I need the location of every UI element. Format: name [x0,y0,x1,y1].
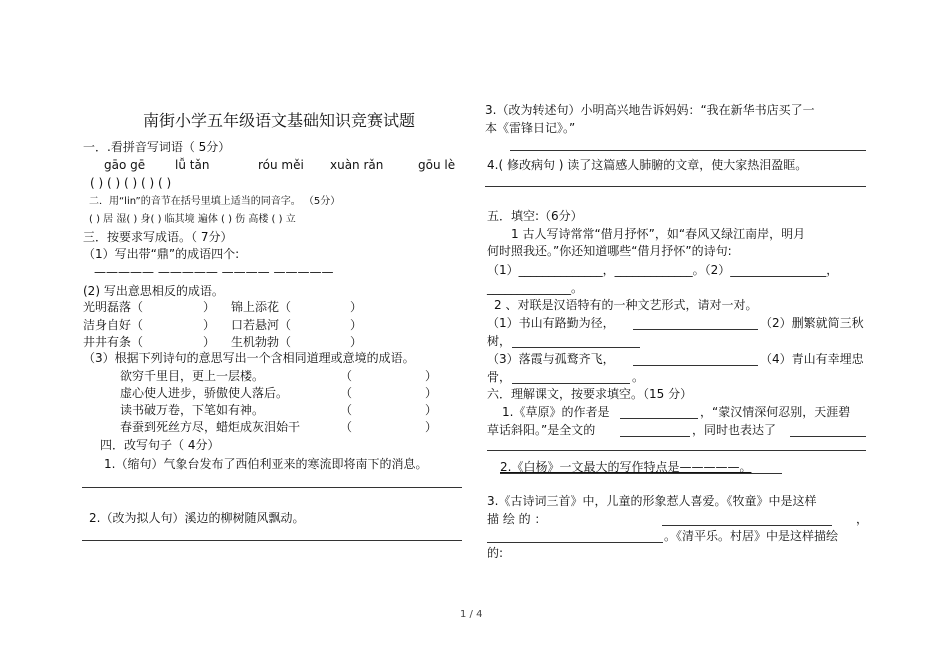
answer-line [633,329,758,330]
section-6-q1-line1b: ，“蒙汉情深何忍别，天涯碧 [700,405,851,419]
answer-line [512,347,640,348]
section-4-heading: 四．改写句子（ 4分） [100,438,220,452]
section-4-q1: 1.（缩句）气象台发布了西伯利亚来的寒流即将南下的消息。 [104,457,428,471]
antonym-row-2-d: ） [350,318,363,332]
rewrite-q4: 4.( 修改病句 ) 读了这篇感人肺腑的文章，使大家热泪盈眶。 [487,158,808,172]
answer-line [512,383,630,384]
section-2-heading: 二．用“lin”的音节在括号里填上适当的同音字。 （5分） [89,196,341,207]
section-6-q2: 2.《白杨》一文最大的写作特点是—————。 [500,460,752,474]
poem-line-3: 读书破万卷，下笔如有神。 [120,403,265,417]
poem-4-paren-close: ） [425,420,438,434]
section-6-q3-line4: 的: [487,546,504,560]
section-5-q1-line3: （1）______________，_____________。（2）________________， [487,263,839,277]
section-1-heading: 一．.看拼音写词语（ 5分） [83,140,231,154]
antonym-row-2-a: 洁身自好（ [83,318,144,332]
poem-1-paren-open: （ [340,369,353,383]
section-5-q2: 2 、对联是汉语特有的一种文艺形式，请对一对。 [494,298,758,312]
pinyin-1: gāo gē [104,158,146,172]
answer-line [500,473,782,474]
section-4-q2: 2.（改为拟人句）溪边的柳树随风飘动。 [89,511,305,525]
antonym-row-3-d: ） [350,335,363,349]
poem-line-2: 虚心使人进步，骄傲使人落后。 [120,386,289,400]
section-5-heading: 五．填空:（6分） [487,209,583,223]
couplet-2-cont: 树， [487,334,512,348]
answer-line [487,450,866,451]
antonym-row-1-c: 锦上添花（ [231,300,292,314]
section-3-heading: 三．按要求写成语。（ 7分） [83,230,233,244]
antonym-row-2-c: 口若悬河（ [231,318,292,332]
couplet-4-end: 。 [632,370,645,384]
answer-line [790,436,866,437]
section-3-q3: （3）根据下列诗句的意思写出一个含相同道理或意境的成语。 [83,351,415,365]
poem-3-paren-open: （ [340,403,353,417]
answer-line [487,542,663,543]
poem-1-paren-close: ） [425,369,438,383]
answer-line [82,487,462,488]
couplet-1: （1）书山有路勤为径， [487,316,615,330]
section-6-q3-line3: 。《清平乐。村居》中是这样描绘 [664,529,839,543]
page-number: 1 / 4 [460,609,483,620]
antonym-row-2-b: ） [203,318,216,332]
rewrite-q3-line1: 3.（改为转述句）小明高兴地告诉妈妈：“我在新华书店买了一 [485,103,815,117]
answer-line [620,418,698,419]
section-6-q3-line2a: 描 绘 的 ： [487,512,547,526]
poem-3-paren-close: ） [425,403,438,417]
rewrite-q3-line2: 本《雷锋日记》。” [485,121,576,135]
answer-line [633,365,758,366]
pinyin-5: gōu lè [418,158,456,172]
couplet-3: （3）落霞与孤鹜齐飞， [487,352,615,366]
poem-2-paren-open: （ [340,386,353,400]
section-3-q1: （1）写出带“鼎”的成语四个: [83,247,240,261]
section-5-q1-line2: 何时照我还。”你还知道哪些“借月抒怀”的诗句: [487,244,732,258]
section-3-q2: (2) 写出意思相反的成语。 [83,284,224,298]
poem-4-paren-open: （ [340,420,353,434]
pinyin-2: lǚ tǎn [175,158,210,172]
antonym-row-1-b: ） [203,300,216,314]
section-6-q1-line1a: 1.《草原》的作者是 [502,405,610,419]
poem-line-1: 欲穷千里目，更上一层楼。 [120,369,265,383]
section-6-heading: 六．理解课文，按要求填空。（15 分） [487,387,693,401]
couplet-4-cont: 骨， [487,370,512,384]
section-5-q1-line4: ______________。 [487,281,584,295]
poem-2-paren-close: ） [425,386,438,400]
pinyin-answer-blanks: ( ) ( ) ( ) ( ) ( ) [90,176,172,190]
answer-line [485,186,866,187]
antonym-row-3-b: ） [203,335,216,349]
section-6-q3-line2b: ， [856,512,869,526]
section-6-q3-line1: 3.《古诗词三首》中，儿童的形象惹人喜爱。《牧童》中是这样 [487,494,817,508]
section-6-q1-line2b: ，同时也表达了 [692,423,777,437]
couplet-4: （4）青山有幸埋忠 [760,352,864,366]
section-2-items: ( ) 居 湿( ) 身( ) 临其境 遍体 ( ) 伤 高楼 ( ) 立 [89,214,296,225]
couplet-2: （2）删繁就简三秋 [760,316,864,330]
section-6-q1-line2a: 草话斜阳。”是全文的 [487,423,596,437]
section-5-q1-line1: 1 古人写诗常常“借月抒怀”，如“春风又绿江南岸，明月 [511,227,806,241]
answer-line [510,150,866,151]
answer-line [662,525,832,526]
antonym-row-3-a: 井井有条（ [83,335,144,349]
answer-line [620,436,690,437]
answer-line [82,540,462,541]
pinyin-4: xuàn rǎn [330,158,384,172]
antonym-row-1-a: 光明磊落（ [83,300,144,314]
section-3-q1-dashes: ————— ————— ———— ————— [94,265,334,279]
pinyin-3: róu měi [258,158,304,172]
page-title: 南街小学五年级语文基础知识竞赛试题 [143,111,416,130]
antonym-row-3-c: 生机勃勃（ [231,335,292,349]
antonym-row-1-d: ） [350,300,363,314]
poem-line-4: 春蚕到死丝方尽，蜡炬成灰泪始干 [120,420,301,434]
